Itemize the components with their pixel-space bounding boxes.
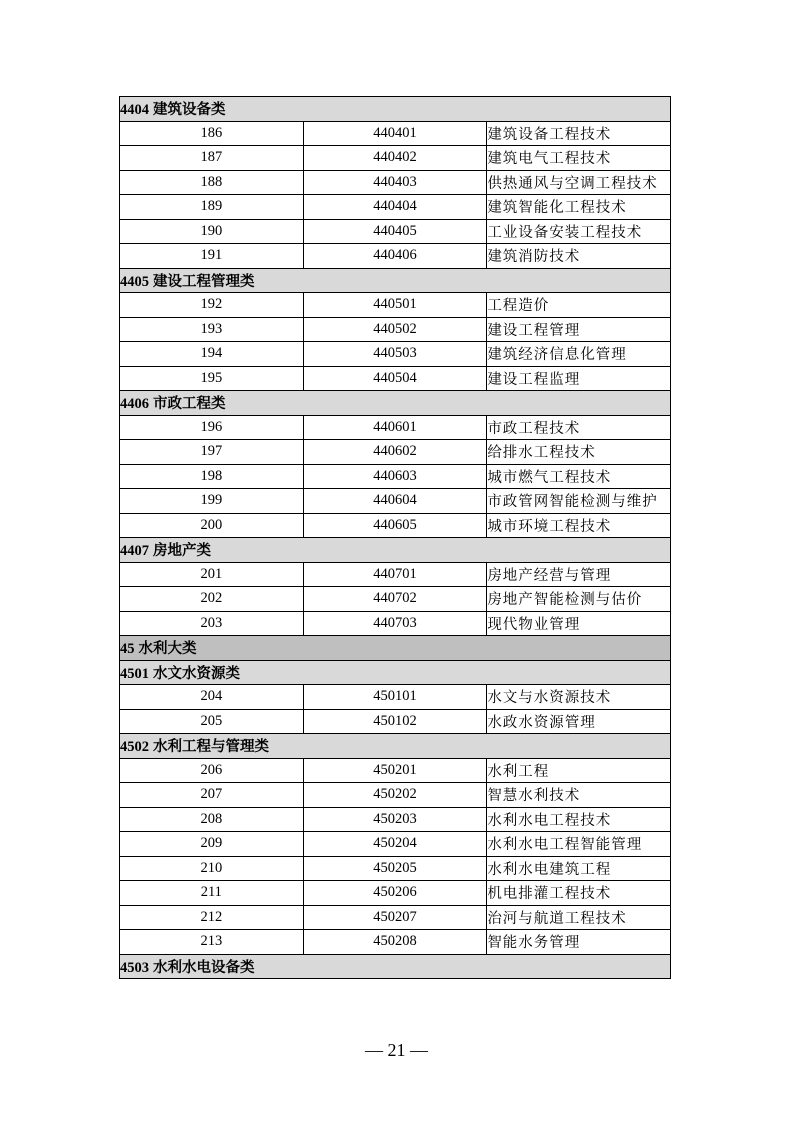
code-cell: 440504: [303, 366, 487, 391]
category-code: 45: [120, 641, 135, 658]
code-cell: 440605: [303, 513, 487, 538]
seq-cell: 186: [120, 121, 304, 146]
name-cell: 水文与水资源技术: [487, 685, 671, 710]
table-row: [120, 366, 671, 391]
category-heading: [120, 734, 671, 759]
seq-cell: 190: [120, 219, 304, 244]
seq-cell: 204: [120, 685, 304, 710]
category-heading: [120, 538, 671, 563]
category-heading: [120, 954, 671, 979]
category-code: 4404: [120, 102, 149, 119]
name-cell: 机电排灌工程技术: [487, 881, 671, 906]
program-table: [119, 96, 671, 979]
category-heading: [120, 268, 671, 293]
table-row: [120, 219, 671, 244]
seq-cell: 191: [120, 244, 304, 269]
category-heading: [120, 391, 671, 416]
program-table-body: [120, 97, 671, 979]
name-cell: 市政管网智能检测与维护: [487, 489, 671, 514]
name-cell: 建设工程监理: [487, 366, 671, 391]
code-cell: 440702: [303, 587, 487, 612]
seq-cell: 197: [120, 440, 304, 465]
seq-cell: 189: [120, 195, 304, 220]
name-cell: 供热通风与空调工程技术: [487, 170, 671, 195]
category-row: [120, 660, 671, 685]
code-cell: 440502: [303, 317, 487, 342]
category-title: 水利水电设备类: [153, 958, 255, 976]
page-number: — 21 —: [365, 1040, 428, 1060]
table-row: [120, 709, 671, 734]
category-title: 市政工程类: [153, 395, 226, 413]
table-row: [120, 930, 671, 955]
code-cell: 440602: [303, 440, 487, 465]
category-row: [120, 268, 671, 293]
name-cell: 城市燃气工程技术: [487, 464, 671, 489]
name-cell: 水利水电工程智能管理: [487, 832, 671, 857]
table-row: [120, 415, 671, 440]
major-category-heading: [120, 636, 671, 661]
table-row: [120, 170, 671, 195]
table-row: [120, 464, 671, 489]
category-code: 4406: [120, 396, 149, 413]
code-cell: 440402: [303, 146, 487, 171]
seq-cell: 203: [120, 611, 304, 636]
name-cell: 水利工程: [487, 758, 671, 783]
table-row: [120, 587, 671, 612]
table-row: [120, 244, 671, 269]
category-title: 水利工程与管理类: [153, 738, 269, 756]
table-row: [120, 195, 671, 220]
seq-cell: 193: [120, 317, 304, 342]
category-code: 4407: [120, 543, 149, 560]
code-cell: 450202: [303, 783, 487, 808]
seq-cell: 208: [120, 807, 304, 832]
seq-cell: 209: [120, 832, 304, 857]
table-row: [120, 342, 671, 367]
code-cell: 450101: [303, 685, 487, 710]
category-code: 4501: [120, 665, 149, 682]
table-row: [120, 146, 671, 171]
code-cell: 450201: [303, 758, 487, 783]
name-cell: 工程造价: [487, 293, 671, 318]
table-row: [120, 832, 671, 857]
seq-cell: 211: [120, 881, 304, 906]
table-row: [120, 783, 671, 808]
code-cell: 450206: [303, 881, 487, 906]
code-cell: 440604: [303, 489, 487, 514]
code-cell: 450207: [303, 905, 487, 930]
seq-cell: 212: [120, 905, 304, 930]
name-cell: 智能水务管理: [487, 930, 671, 955]
table-row: [120, 685, 671, 710]
table-row: [120, 856, 671, 881]
code-cell: 450102: [303, 709, 487, 734]
category-title: 建筑设备类: [153, 101, 226, 119]
table-row: [120, 121, 671, 146]
code-cell: 440403: [303, 170, 487, 195]
name-cell: 给排水工程技术: [487, 440, 671, 465]
table-row: [120, 513, 671, 538]
seq-cell: 187: [120, 146, 304, 171]
code-cell: 440503: [303, 342, 487, 367]
category-row: [120, 734, 671, 759]
code-cell: 440501: [303, 293, 487, 318]
table-row: [120, 440, 671, 465]
category-row: [120, 954, 671, 979]
code-cell: 450204: [303, 832, 487, 857]
seq-cell: 210: [120, 856, 304, 881]
code-cell: 440406: [303, 244, 487, 269]
name-cell: 建设工程管理: [487, 317, 671, 342]
name-cell: 建筑消防技术: [487, 244, 671, 269]
code-cell: 440405: [303, 219, 487, 244]
table-row: [120, 293, 671, 318]
name-cell: 水利水电工程技术: [487, 807, 671, 832]
major-category-row: [120, 636, 671, 661]
table-row: [120, 317, 671, 342]
table-row: [120, 881, 671, 906]
table-row: [120, 758, 671, 783]
name-cell: 建筑经济信息化管理: [487, 342, 671, 367]
code-cell: 450205: [303, 856, 487, 881]
name-cell: 城市环境工程技术: [487, 513, 671, 538]
code-cell: 450208: [303, 930, 487, 955]
category-row: [120, 538, 671, 563]
seq-cell: 198: [120, 464, 304, 489]
seq-cell: 201: [120, 562, 304, 587]
category-row: [120, 391, 671, 416]
code-cell: 440703: [303, 611, 487, 636]
name-cell: 建筑智能化工程技术: [487, 195, 671, 220]
category-heading: [120, 97, 671, 122]
category-code: 4405: [120, 273, 149, 290]
code-cell: 440701: [303, 562, 487, 587]
code-cell: 440401: [303, 121, 487, 146]
table-row: [120, 562, 671, 587]
seq-cell: 195: [120, 366, 304, 391]
seq-cell: 200: [120, 513, 304, 538]
seq-cell: 207: [120, 783, 304, 808]
code-cell: 440603: [303, 464, 487, 489]
table-row: [120, 489, 671, 514]
seq-cell: 213: [120, 930, 304, 955]
table-row: [120, 905, 671, 930]
seq-cell: 188: [120, 170, 304, 195]
category-row: [120, 97, 671, 122]
name-cell: 智慧水利技术: [487, 783, 671, 808]
name-cell: 现代物业管理: [487, 611, 671, 636]
name-cell: 建筑设备工程技术: [487, 121, 671, 146]
category-code: 4503: [120, 959, 149, 976]
category-heading: [120, 660, 671, 685]
code-cell: 440601: [303, 415, 487, 440]
seq-cell: 206: [120, 758, 304, 783]
code-cell: 450203: [303, 807, 487, 832]
name-cell: 房地产经营与管理: [487, 562, 671, 587]
seq-cell: 199: [120, 489, 304, 514]
name-cell: 治河与航道工程技术: [487, 905, 671, 930]
code-cell: 440404: [303, 195, 487, 220]
category-title: 房地产类: [153, 542, 211, 560]
name-cell: 市政工程技术: [487, 415, 671, 440]
seq-cell: 196: [120, 415, 304, 440]
seq-cell: 202: [120, 587, 304, 612]
name-cell: 水利水电建筑工程: [487, 856, 671, 881]
name-cell: 水政水资源管理: [487, 709, 671, 734]
name-cell: 工业设备安装工程技术: [487, 219, 671, 244]
category-title: 水利大类: [138, 640, 197, 658]
seq-cell: 194: [120, 342, 304, 367]
table-row: [120, 807, 671, 832]
name-cell: 建筑电气工程技术: [487, 146, 671, 171]
category-title: 水文水资源类: [153, 664, 240, 682]
seq-cell: 205: [120, 709, 304, 734]
category-code: 4502: [120, 739, 149, 756]
name-cell: 房地产智能检测与估价: [487, 587, 671, 612]
seq-cell: 192: [120, 293, 304, 318]
category-title: 建设工程管理类: [153, 272, 255, 290]
table-row: [120, 611, 671, 636]
